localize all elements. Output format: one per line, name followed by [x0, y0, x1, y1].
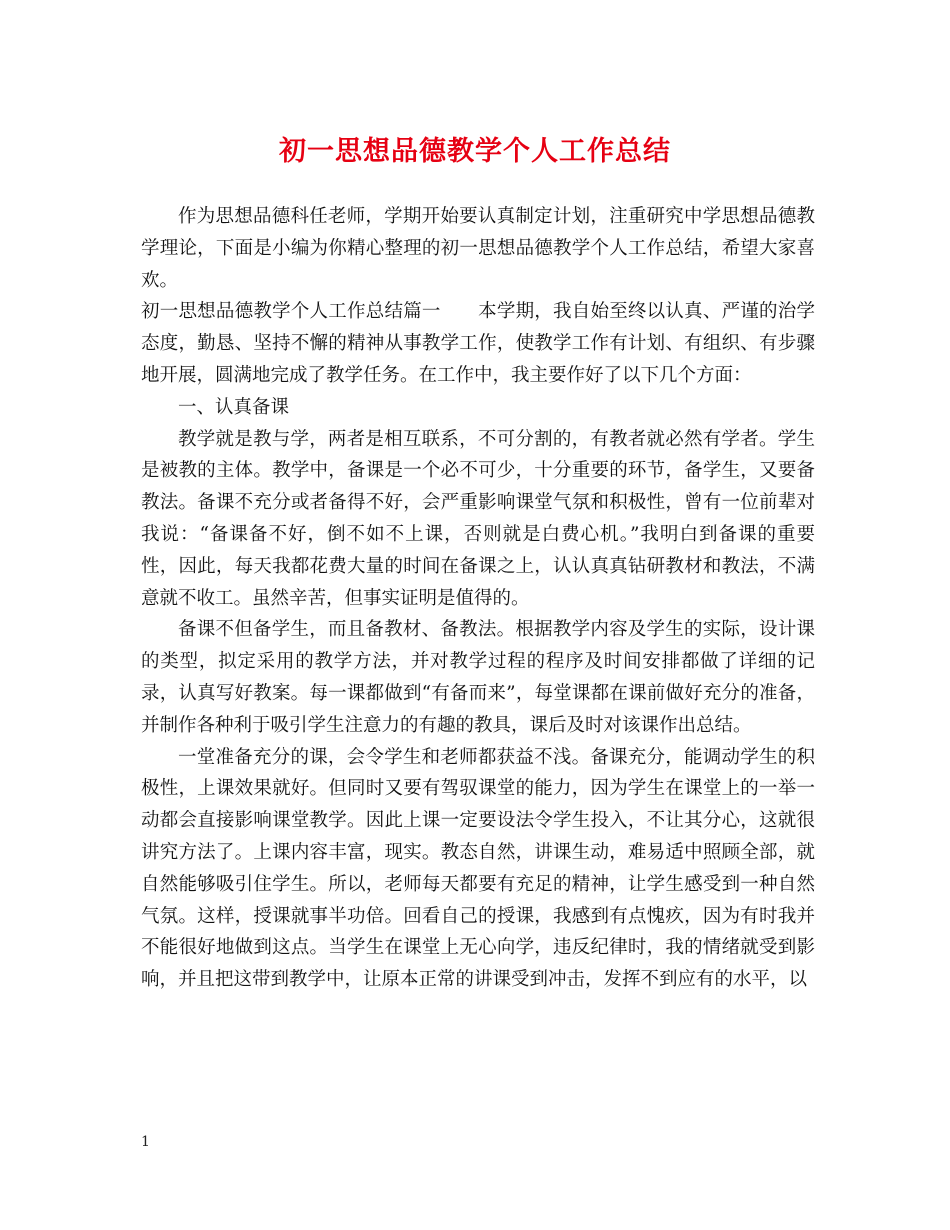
paragraph-section-one: 初一思想品德教学个人工作总结篇一 本学期，我自始至终以认真、严谨的治学态度，勤恳、坚持不懈的精神从事教学工作，使教学工作有计划、有组织、有步骤地开展，圆满地完成了教学任务。在工作中，我主要作好了以下几个方面： — [141, 301, 815, 386]
document-title: 初一思想品德教学个人工作总结 — [279, 136, 671, 167]
paragraph-intro: 作为思想品德科任老师，学期开始要认真制定计划，注重研究中学思想品德教学理论，下面是小编为你精心整理的初一思想品德教学个人工作总结，希望大家喜欢。 — [141, 206, 815, 291]
page-number: 1 — [141, 1134, 150, 1150]
heading-prepare-lessons: 一、认真备课 — [178, 396, 290, 418]
document-body — [141, 201, 815, 996]
paragraph-classroom: 一堂准备充分的课，会令学生和老师都获益不浅。备课充分，能调动学生的积极性，上课效果就好。但同时又要有驾驭课堂的能力，因为学生在课堂上的一举一动都会直接影响课堂教学。因此上课一定要设法令学生投入，不让其分心，这就很讲究方法了。上课内容丰富，现实。教态自然，讲课生动，难易适中照顾全部，就自然能够吸引住学生。所以，老师每天都要有充足的精神，让学生感受到一种自然气氛。这样，授课就事半功倍。回看自己的授课，我感到有点愧疚，因为有时我并不能很好地做到这点。当学生在课堂上无心向学，违反纪律时，我的情绪就受到影响，并且把这带到教学中，让原本正常的讲课受到冲击，发挥不到应有的水平，以 — [141, 746, 815, 991]
paragraph-lesson-prep: 备课不但备学生，而且备教材、备教法。根据教学内容及学生的实际，设计课的类型，拟定采用的教学方法，并对教学过程的程序及时间安排都做了详细的记录，认真写好教案。每一课都做到“有备而来”，每堂课都在课前做好充分的准备，并制作各种利于吸引学生注意力的有趣的教具，课后及时对该课作出总结。 — [141, 619, 815, 736]
paragraph-teaching: 教学就是教与学，两者是相互联系，不可分割的，有教者就必然有学者。学生是被教的主体。教学中，备课是一个必不可少，十分重要的环节，备学生，又要备教法。备课不充分或者备得不好，会严重影响课堂气氛和积极性，曾有一位前辈对我说：“备课备不好，倒不如不上课，否则就是白费心机。”我明白到备课的重要性，因此，每天我都花费大量的时间在备课之上，认认真真钻研教材和教法，不满意就不收工。虽然辛苦，但事实证明是值得的。 — [141, 428, 815, 609]
